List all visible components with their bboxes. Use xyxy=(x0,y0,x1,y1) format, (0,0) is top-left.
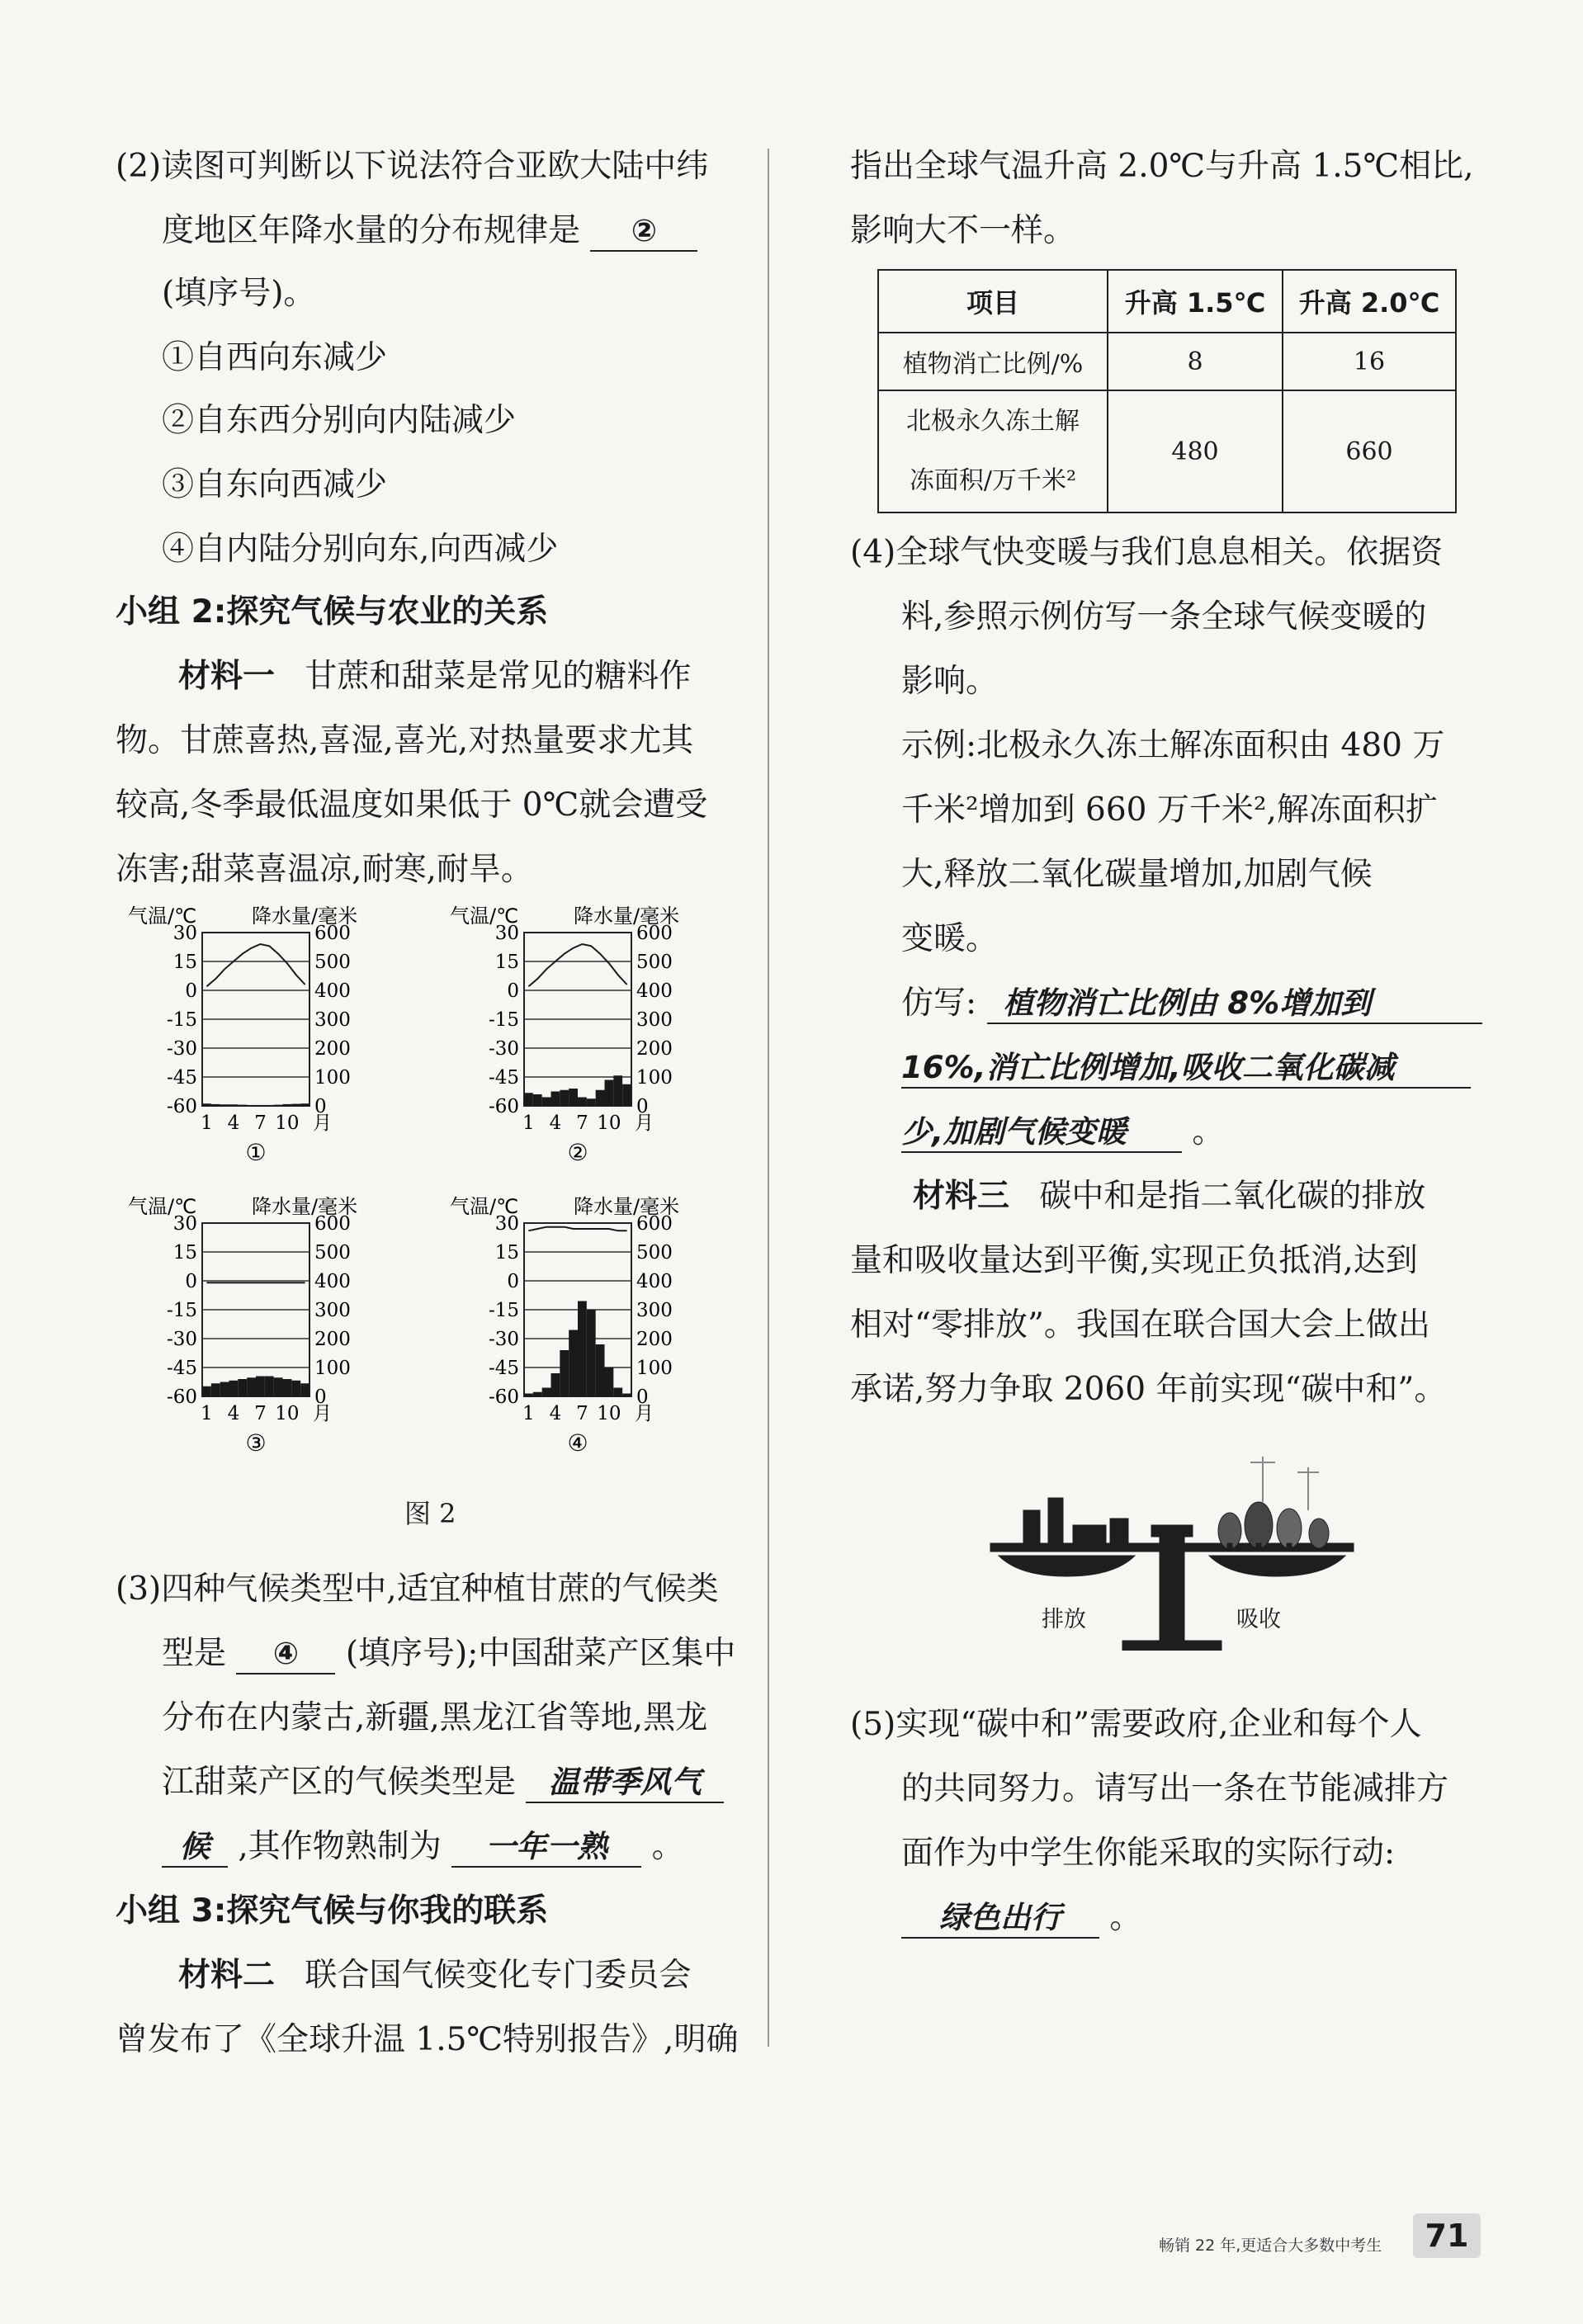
month-tick-label: 1 xyxy=(522,1112,535,1134)
precip-tick-label: 600 xyxy=(636,1213,673,1235)
imitation-answer3[interactable]: 少,加剧气候变暖 xyxy=(901,1113,1182,1153)
temp-tick-label: -30 xyxy=(488,1329,519,1350)
table-cell: 660 xyxy=(1283,390,1456,513)
temp-tick-label: 15 xyxy=(172,952,197,973)
chart-id-label: ① xyxy=(245,1139,267,1166)
q3-answer3-blank[interactable]: 一年一熟 xyxy=(451,1828,641,1868)
precip-bar xyxy=(220,1104,229,1106)
q3-answer1-blank[interactable]: ④ xyxy=(236,1635,335,1675)
precip-bar xyxy=(202,1386,211,1396)
precip-tick-label: 400 xyxy=(314,1271,351,1292)
temp-tick-label: 0 xyxy=(507,1271,519,1292)
material1-line3: 较高,冬季最低温度如果低于 0℃就会遭受 xyxy=(116,786,708,824)
data-table xyxy=(877,269,1457,513)
q3-text2b: (填序号);中国甜菜产区集中 xyxy=(345,1635,736,1672)
q4-line3: 影响。 xyxy=(901,663,999,700)
temp-tick-label: 30 xyxy=(494,923,519,944)
precip-bar xyxy=(283,1379,292,1396)
tree-trunk xyxy=(1256,1543,1261,1552)
temperature-curve xyxy=(528,1227,626,1231)
table-header-item: 项目 xyxy=(878,270,1108,333)
table-cell: 8 xyxy=(1108,333,1283,390)
month-tick-label: 1 xyxy=(522,1403,535,1424)
temp-axis-label: 气温/℃ xyxy=(450,1195,519,1218)
precip-bar xyxy=(533,1392,542,1396)
month-tick-label: 7 xyxy=(254,1403,267,1424)
imitation-answer2[interactable]: 16%,消亡比例增加,吸收二氧化碳减 xyxy=(901,1049,1471,1089)
precip-tick-label: 500 xyxy=(314,952,351,973)
precip-bar xyxy=(229,1381,239,1396)
q3-line2 xyxy=(162,1632,735,1675)
column-divider xyxy=(768,149,769,2047)
temperature-curve xyxy=(528,944,626,986)
precip-tick-label: 100 xyxy=(636,1067,673,1089)
temp-tick-label: -30 xyxy=(488,1038,519,1060)
precip-bar xyxy=(551,1092,560,1107)
month-tick-label: 4 xyxy=(227,1112,240,1134)
q5-answer[interactable]: 绿色出行 xyxy=(901,1899,1099,1939)
q5-line1: (5)实现“碳中和”需要政府,企业和每个人 xyxy=(850,1706,1422,1743)
q5-line3: 面作为中学生你能采取的实际行动: xyxy=(901,1835,1396,1872)
precip-bar xyxy=(542,1388,551,1397)
precip-tick-label: 200 xyxy=(636,1329,673,1350)
material2-line3: 指出全球气温升高 2.0℃与升高 1.5℃相比, xyxy=(850,148,1474,185)
material1-text1: 甘蔗和甜菜是常见的糖料作 xyxy=(305,658,692,695)
q3-line3: 分布在内蒙古,新疆,黑龙江省等地,黑龙 xyxy=(162,1699,708,1736)
q3-line1: (3)四种气候类型中,适宜种植甘蔗的气候类 xyxy=(116,1571,719,1608)
precip-bar xyxy=(569,1089,578,1106)
precip-tick-label: 0 xyxy=(636,1386,649,1408)
precip-bar xyxy=(551,1373,560,1396)
example-line4: 变暖。 xyxy=(901,920,999,957)
table-cell: 植物消亡比例/% xyxy=(878,333,1108,390)
imitation-label: 仿写: xyxy=(901,985,977,1022)
material2-line2: 曾发布了《全球升温 1.5℃特别报告》,明确 xyxy=(116,2021,739,2058)
q3-text5b: ,其作物熟制为 xyxy=(238,1828,442,1865)
precip-tick-label: 500 xyxy=(636,952,673,973)
temp-tick-label: 15 xyxy=(494,1242,519,1264)
q3-answer2-blank[interactable]: 温带季风气 xyxy=(526,1764,724,1803)
table-header-1-5: 升高 1.5℃ xyxy=(1108,270,1283,333)
material1-line2: 物。甘蔗喜热,喜湿,喜光,对热量要求尤其 xyxy=(116,722,694,759)
option-4: ④自内陆分别向东,向西减少 xyxy=(162,531,559,568)
precip-bar xyxy=(265,1377,274,1397)
scale-base xyxy=(1122,1641,1222,1651)
precip-bar xyxy=(596,1090,605,1106)
precip-bar xyxy=(300,1103,310,1106)
q2-line2 xyxy=(162,210,697,253)
temp-tick-label: 0 xyxy=(507,980,519,1002)
temp-tick-label: -15 xyxy=(166,1009,197,1031)
month-tick-label: 4 xyxy=(549,1112,562,1134)
figure-caption: 图 2 xyxy=(404,1498,456,1529)
oil-pump-icon xyxy=(1110,1519,1128,1550)
precip-bar xyxy=(524,1093,533,1106)
precip-tick-label: 200 xyxy=(636,1038,673,1060)
precip-tick-label: 0 xyxy=(314,1386,327,1408)
temp-tick-label: 15 xyxy=(494,952,519,973)
table-row xyxy=(878,390,1456,513)
temp-tick-label: -15 xyxy=(166,1300,197,1321)
q2-answer-blank[interactable]: ② xyxy=(590,212,697,252)
temp-tick-label: -60 xyxy=(166,1096,197,1117)
month-tick-label: 10 xyxy=(597,1112,621,1134)
month-unit-label: 月 xyxy=(635,1403,654,1424)
chart-id-label: ④ xyxy=(567,1429,588,1457)
left-pan xyxy=(999,1556,1135,1576)
material2-line1 xyxy=(178,1954,691,1997)
precip-tick-label: 600 xyxy=(314,923,351,944)
precip-tick-label: 400 xyxy=(636,980,673,1002)
precip-bar xyxy=(605,1367,614,1396)
temp-tick-label: -45 xyxy=(166,1067,197,1089)
precip-bar xyxy=(578,1098,587,1107)
tree-trunk xyxy=(1287,1543,1292,1552)
chart-id-label: ③ xyxy=(245,1429,267,1457)
material1-line1 xyxy=(178,655,691,698)
footer-slogan: 畅销 22 年,更适合大多数中考生 xyxy=(1159,2237,1382,2255)
temp-tick-label: -60 xyxy=(488,1096,519,1117)
precip-tick-label: 300 xyxy=(314,1300,351,1321)
temp-tick-label: -15 xyxy=(488,1300,519,1321)
precip-bar xyxy=(560,1090,569,1106)
month-unit-label: 月 xyxy=(313,1112,332,1134)
chart-id-label: ② xyxy=(567,1139,588,1166)
scale-right-label: 吸收 xyxy=(1236,1607,1281,1632)
precip-tick-label: 200 xyxy=(314,1329,351,1350)
precip-bar xyxy=(247,1105,256,1106)
tree-icon xyxy=(1309,1519,1329,1548)
imitation-answer1[interactable]: 植物消亡比例由 8%增加到 xyxy=(987,985,1482,1024)
factory-chimney-icon xyxy=(1023,1510,1040,1550)
temp-axis-label: 气温/℃ xyxy=(128,905,197,928)
precip-bar xyxy=(613,1075,622,1106)
month-tick-label: 7 xyxy=(254,1112,267,1134)
precip-tick-label: 300 xyxy=(636,1009,673,1031)
precip-tick-label: 300 xyxy=(636,1300,673,1321)
factory-building-icon xyxy=(1073,1525,1106,1550)
q3-text5c: 。 xyxy=(651,1828,684,1865)
q3-answer2-cont[interactable]: 候 xyxy=(162,1828,228,1868)
precip-bar xyxy=(587,1310,596,1396)
month-tick-label: 4 xyxy=(549,1403,562,1424)
scale-top xyxy=(1151,1525,1193,1537)
temperature-curve xyxy=(206,944,305,986)
month-tick-label: 7 xyxy=(576,1112,588,1134)
precip-bar xyxy=(300,1383,310,1396)
temp-tick-label: 0 xyxy=(185,1271,197,1292)
page-number: 71 xyxy=(1413,2213,1481,2258)
table-cell: 16 xyxy=(1283,333,1456,390)
q4-line1: (4)全球气快变暖与我们息息相关。依据资 xyxy=(850,534,1444,571)
group3-heading: 小组 3:探究气候与你我的联系 xyxy=(116,1892,549,1930)
month-tick-label: 7 xyxy=(576,1403,588,1424)
precip-bar xyxy=(265,1105,274,1106)
table-header-row xyxy=(878,270,1456,333)
table-cell-line: 北极永久冻土解 xyxy=(906,407,1080,436)
temp-tick-label: -45 xyxy=(166,1358,197,1379)
example-line2: 千米²增加到 660 万千米²,解冻面积扩 xyxy=(901,791,1438,829)
month-unit-label: 月 xyxy=(635,1112,654,1134)
factory-chimney-icon xyxy=(1048,1498,1063,1550)
q2-line1: (2)读图可判断以下说法符合亚欧大陆中纬 xyxy=(116,148,709,185)
precip-bar xyxy=(291,1381,300,1396)
precip-bar xyxy=(533,1094,542,1106)
precip-tick-label: 300 xyxy=(314,1009,351,1031)
material1-label: 材料一 xyxy=(178,658,276,695)
temp-tick-label: 30 xyxy=(494,1213,519,1235)
table-cell xyxy=(878,390,1108,513)
material3-line3: 相对“零排放”。我国在联合国大会上做出 xyxy=(850,1306,1430,1344)
material3-label: 材料三 xyxy=(913,1178,1010,1215)
temp-axis-label: 气温/℃ xyxy=(450,905,519,928)
imitation-line2 xyxy=(901,1046,1471,1089)
precip-bar xyxy=(238,1105,247,1106)
temp-tick-label: -15 xyxy=(488,1009,519,1031)
precip-bar xyxy=(291,1104,300,1106)
q3-line4 xyxy=(162,1761,724,1804)
q2-text: 度地区年降水量的分布规律是 xyxy=(162,212,581,249)
precip-tick-label: 600 xyxy=(636,923,673,944)
material3-line2: 量和吸收量达到平衡,实现正负抵消,达到 xyxy=(850,1242,1418,1279)
precip-tick-label: 0 xyxy=(636,1096,649,1117)
temp-tick-label: 30 xyxy=(172,923,197,944)
carbon-balance-illustration xyxy=(982,1452,1362,1651)
temp-tick-label: -30 xyxy=(166,1038,197,1060)
temp-tick-label: 30 xyxy=(172,1213,197,1235)
example-line3: 大,释放二氧化碳量增加,加剧气候 xyxy=(901,856,1373,893)
precip-bar xyxy=(202,1103,211,1106)
temp-tick-label: -30 xyxy=(166,1329,197,1350)
precip-bar xyxy=(622,1394,631,1397)
material1-line4: 冻害;甜菜喜温凉,耐寒,耐旱。 xyxy=(116,851,533,888)
temp-tick-label: -60 xyxy=(488,1386,519,1408)
precip-bar xyxy=(211,1383,220,1396)
imitation-end: 。 xyxy=(1192,1113,1225,1150)
precip-tick-label: 100 xyxy=(314,1067,351,1089)
tree-icon xyxy=(1277,1509,1302,1548)
precip-bar xyxy=(256,1105,265,1106)
tree-icon xyxy=(1245,1502,1273,1548)
precip-tick-label: 200 xyxy=(314,1038,351,1060)
option-1: ①自西向东减少 xyxy=(162,339,388,376)
precip-bar xyxy=(578,1301,587,1397)
precip-bar xyxy=(542,1098,551,1107)
material2-line4: 影响大不一样。 xyxy=(850,212,1076,249)
precip-bar xyxy=(524,1394,533,1397)
precip-bar xyxy=(274,1105,283,1106)
precip-bar xyxy=(283,1104,292,1106)
option-2: ②自东西分别向内陆减少 xyxy=(162,402,517,439)
precip-bar xyxy=(229,1104,239,1106)
table-cell: 480 xyxy=(1108,390,1283,513)
material3-line4: 承诺,努力争取 2060 年前实现“碳中和”。 xyxy=(850,1371,1447,1408)
precip-tick-label: 500 xyxy=(314,1242,351,1264)
material3-text1: 碳中和是指二氧化碳的排放 xyxy=(1039,1178,1426,1215)
option-3: ③自东向西减少 xyxy=(162,466,388,503)
temp-axis-label: 气温/℃ xyxy=(128,1195,197,1218)
imitation-line3 xyxy=(901,1111,1224,1154)
precip-tick-label: 100 xyxy=(636,1358,673,1379)
q2-line3: (填序号)。 xyxy=(162,275,316,312)
precip-bar xyxy=(613,1388,622,1397)
q4-line2: 料,参照示例仿写一条全球气候变暖的 xyxy=(901,598,1427,635)
q5-end: 。 xyxy=(1109,1899,1142,1936)
table-header-2-0: 升高 2.0℃ xyxy=(1283,270,1456,333)
precip-tick-label: 600 xyxy=(314,1213,351,1235)
q3-text4a: 江甜菜产区的气候类型是 xyxy=(162,1764,517,1801)
precip-axis-label: 降水量/毫米 xyxy=(574,1195,680,1218)
precip-bar xyxy=(247,1377,256,1396)
precip-bar xyxy=(622,1084,631,1106)
precip-tick-label: 100 xyxy=(314,1358,351,1379)
precip-bar xyxy=(211,1104,220,1106)
temp-tick-label: -60 xyxy=(166,1386,197,1408)
material2-text1: 联合国气候变化专门委员会 xyxy=(305,1957,692,1994)
precip-bar xyxy=(274,1377,283,1396)
temp-tick-label: -45 xyxy=(488,1067,519,1089)
month-tick-label: 1 xyxy=(201,1112,213,1134)
precip-tick-label: 0 xyxy=(314,1096,327,1117)
scale-pillar xyxy=(1160,1531,1184,1651)
precip-bar xyxy=(587,1098,596,1106)
precip-bar xyxy=(569,1330,578,1397)
q3-line5 xyxy=(162,1826,684,1868)
example-line1: 示例:北极永久冻土解冻面积由 480 万 xyxy=(901,727,1445,764)
month-tick-label: 1 xyxy=(201,1403,213,1424)
tree-trunk xyxy=(1227,1543,1232,1552)
month-tick-label: 10 xyxy=(597,1403,621,1424)
precip-bar xyxy=(560,1350,569,1396)
temp-tick-label: -45 xyxy=(488,1358,519,1379)
precip-axis-label: 降水量/毫米 xyxy=(252,1195,358,1218)
precip-axis-label: 降水量/毫米 xyxy=(574,905,680,928)
precip-bar xyxy=(605,1080,614,1107)
material3-line1 xyxy=(913,1175,1425,1218)
climate-charts xyxy=(124,900,751,1510)
precip-tick-label: 500 xyxy=(636,1242,673,1264)
precip-tick-label: 400 xyxy=(314,980,351,1002)
table-cell-line: 冻面积/万千米² xyxy=(909,466,1077,495)
month-unit-label: 月 xyxy=(313,1403,332,1424)
group2-heading: 小组 2:探究气候与农业的关系 xyxy=(116,593,549,631)
table-row xyxy=(878,333,1456,390)
precip-bar xyxy=(256,1377,265,1397)
scale-left-label: 排放 xyxy=(1042,1607,1086,1632)
precip-bar xyxy=(596,1344,605,1396)
month-tick-label: 4 xyxy=(227,1403,240,1424)
precip-axis-label: 降水量/毫米 xyxy=(252,905,358,928)
precip-bar xyxy=(238,1379,247,1396)
q5-line2: 的共同努力。请写出一条在节能减排方 xyxy=(901,1770,1449,1807)
month-tick-label: 10 xyxy=(275,1403,300,1424)
imitation-line1 xyxy=(901,982,1482,1025)
q3-text2a: 型是 xyxy=(162,1635,227,1672)
month-tick-label: 10 xyxy=(275,1112,300,1134)
temp-tick-label: 0 xyxy=(185,980,197,1002)
precip-tick-label: 400 xyxy=(636,1271,673,1292)
material2-label: 材料二 xyxy=(178,1957,276,1994)
precip-bar xyxy=(220,1382,229,1397)
q5-line4 xyxy=(901,1897,1141,1939)
temp-tick-label: 15 xyxy=(172,1242,197,1264)
right-pan xyxy=(1209,1556,1345,1576)
